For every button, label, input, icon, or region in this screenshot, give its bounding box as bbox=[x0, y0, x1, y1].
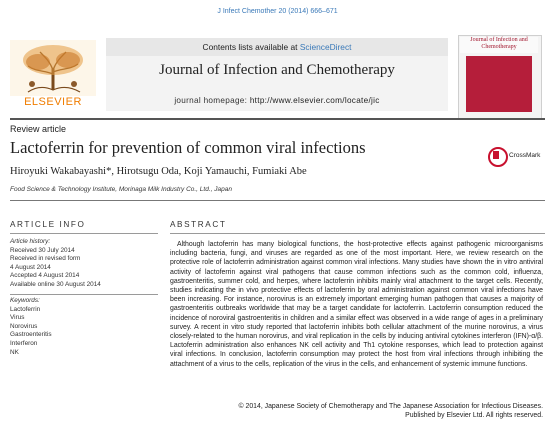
sciencedirect-link[interactable]: ScienceDirect bbox=[299, 42, 352, 52]
author-affiliation: Food Science & Technology Institute, Morinaga Milk Industry Co., Ltd., Japan bbox=[10, 186, 232, 193]
history-item: Received in revised form bbox=[10, 255, 81, 263]
journal-citation: J Infect Chemother 20 (2014) 666–671 bbox=[217, 8, 338, 15]
keyword: Lactoferrin bbox=[10, 305, 41, 313]
bottom-fade bbox=[0, 420, 555, 428]
abstract-heading: ABSTRACT bbox=[170, 220, 227, 229]
section-rule bbox=[10, 200, 545, 201]
article-type: Review article bbox=[10, 124, 67, 134]
cover-image bbox=[466, 56, 532, 112]
article-history bbox=[10, 238, 160, 290]
keyword: NK bbox=[10, 348, 19, 356]
article-info-heading: ARTICLE INFO bbox=[10, 220, 86, 229]
homepage-prefix: journal homepage: bbox=[174, 96, 250, 105]
copyright-line: © 2014, Japanese Society of Chemotherapy and The Japanese Association for Infectious Diseases. bbox=[238, 403, 543, 410]
keyword: Interferon bbox=[10, 339, 38, 347]
journal-title: Journal of Infection and Chemotherapy bbox=[159, 62, 395, 78]
keywords-rule bbox=[10, 294, 158, 295]
author-list: Hiroyuki Wakabayashi*, Hirotsugu Oda, Koji Yamauchi, Fumiaki Abe bbox=[10, 166, 307, 177]
copyright-notice bbox=[170, 402, 543, 420]
history-item: Accepted 4 August 2014 bbox=[10, 272, 80, 280]
homepage-url-link[interactable]: http://www.elsevier.com/locate/jic bbox=[249, 96, 380, 105]
article-info-rule bbox=[10, 233, 158, 234]
keywords-label: Keywords: bbox=[10, 297, 40, 304]
cover-title: Journal of Infection and Chemotherapy bbox=[460, 37, 538, 53]
keyword: Norovirus bbox=[10, 322, 38, 330]
abstract-text: Although lactoferrin has many biological functions, the host-protective effects against pathogenic microorganisms including bacteria, fungi, and viruses are regarded as one of the most important. Here, we review research on the protective role of lactoferrin administration against common viral infections. Many studies have shown the in vitro antiviral activity of lactoferrin against viral pathogens that cause common infections such as the common cold, influenza, gastroenteritis, summer cold, and herpes, where lactoferrin inhibits mainly viral attachment to the target cells. Recently, studies indicating the in vivo protective effects of lactoferrin by oral administration against common viral infections have been increasing. For instance, norovirus is an extremely important emerging human pathogen that causes a majority of gastroenteritis outbreaks worldwide that may be a target candidate for lactoferrin. Lactoferrin consumption reduced the incidence of noroviral gastroenteritis in children and a similar effect was observed in a wide range of ages in a preliminary survey. A recent in vitro study reported that lactoferrin inhibits both cellular attachment of the murine norovirus, a virus closely-related to the human norovirus, and viral replication in the cells by inducing antiviral cytokines interferon (IFN)-α/β. Lactoferrin administration also enhances NK cell activity and Th1 cytokine responses, which lead to protection against viral infections. In conclusion, lactoferrin consumption may protect the host from viral infections through inhibiting the attachment of a virus to the cells, replication of the virus in the cells, and enhancement of systemic immune functions. bbox=[170, 241, 543, 368]
history-item: Available online 30 August 2014 bbox=[10, 280, 101, 288]
history-item: 4 August 2014 bbox=[10, 263, 51, 271]
contents-line bbox=[106, 38, 448, 56]
history-label: Article history: bbox=[10, 238, 51, 245]
keywords-list bbox=[10, 297, 160, 357]
journal-homepage bbox=[106, 96, 448, 105]
contents-banner bbox=[106, 38, 448, 56]
article-title: Lactoferrin for prevention of common viral infections bbox=[10, 138, 366, 157]
abstract-body bbox=[170, 240, 543, 369]
history-item: Received 30 July 2014 bbox=[10, 246, 75, 254]
elsevier-wordmark: ELSEVIER bbox=[24, 96, 82, 108]
keyword: Virus bbox=[10, 314, 25, 322]
keyword: Gastroenteritis bbox=[10, 331, 52, 339]
publisher-line: Published by Elsevier Ltd. All rights reserved. bbox=[405, 412, 543, 420]
contents-prefix: Contents lists available at bbox=[202, 42, 300, 52]
crossmark-label[interactable]: CrossMark bbox=[509, 152, 541, 159]
header-rule bbox=[10, 118, 545, 120]
abstract-rule bbox=[170, 233, 545, 234]
crossmark-bookmark-icon bbox=[493, 151, 499, 159]
